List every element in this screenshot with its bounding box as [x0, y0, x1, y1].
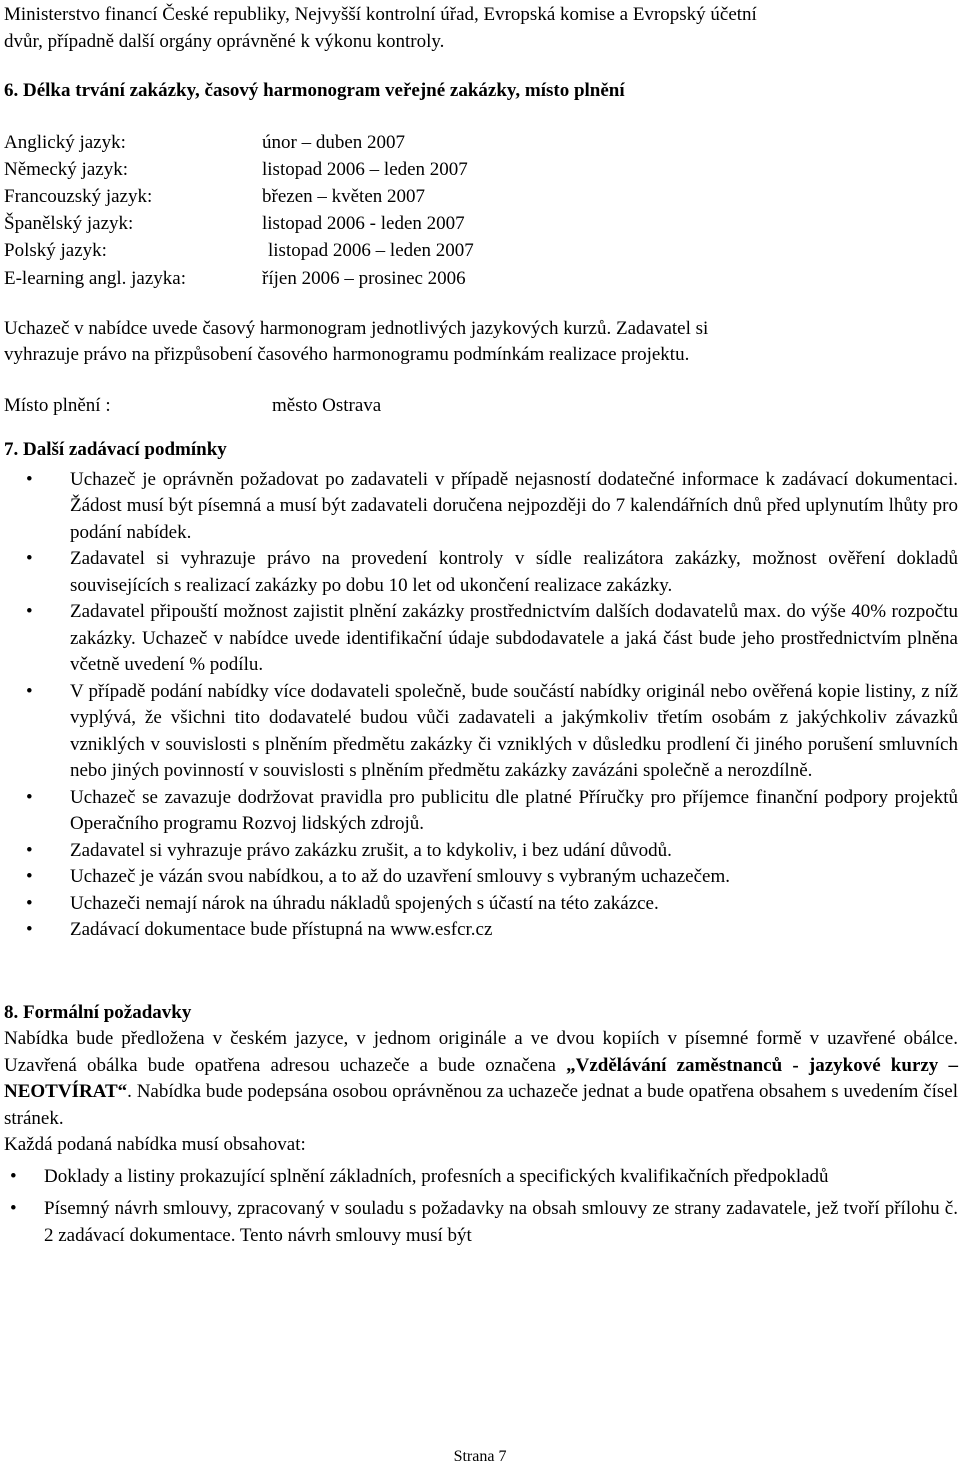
schedule-table [4, 129, 958, 292]
place-of-performance [4, 393, 958, 420]
section-7-title: Další zadávací podmínky [23, 439, 227, 461]
place-value: město Ostrava [272, 394, 382, 416]
page-number: Strana 7 [453, 1448, 507, 1465]
section-6-heading [4, 78, 958, 105]
list-item: • Zadavatel si vyhrazuje právo na provedení kontroly v sídle realizátora zakázky, možnost ověření dokladů souvisejících s realizací zakázky po dobu 10 let od ukončení realizace zakázky. [4, 546, 958, 599]
list-item: • Uchazeč je oprávněn požadovat po zadavateli v případě nejasností dodatečné informace k zadávací dokumentaci. Žádost musí být písemná a musí být zadavateli doručena nejpozději do 7 kalendářních dnů před uplynutím lhůty pro podání nabídek. [4, 467, 958, 547]
schedule-note-line-1: Uchazeč v nabídce uvede časový harmonogram jednotlivých jazykových kurzů. Zadavatel si [4, 317, 709, 339]
schedule-note-line-2: vyhrazuje právo na přizpůsobení časového harmonogramu podmínkám realizace projektu. [4, 344, 690, 366]
schedule-value: březen – květen 2007 [262, 185, 426, 207]
schedule-value: únor – duben 2007 [262, 131, 406, 153]
intro-line-1: Ministerstvo financí České republiky, Nejvyšší kontrolní úřad, Evropská komise a Evropský účetní [4, 4, 757, 25]
document-page [4, 0, 958, 1249]
list-item: • Uchazeč je vázán svou nabídkou, a to až do uzavření smlouvy s vybraným uchazečem. [4, 864, 958, 891]
list-item: • Uchazeč se zavazuje dodržovat pravidla pro publicitu dle platné Příručky pro příjemce finanční podpory projektů Operačního programu Rozvoj lidských zdrojů. [4, 785, 958, 838]
section-8-paragraph [4, 1026, 958, 1132]
section-6-number: 6. [4, 80, 19, 101]
list-item: • Písemný návrh smlouvy, zpracovaný v souladu s požadavky na obsah smlouvy ze strany zadavatele, jež tvoří přílohu č. 2 zadávací dokumentace. Tento návrh smlouvy musí být [4, 1196, 958, 1249]
section-8-title: Formální požadavky [23, 1001, 192, 1023]
page-footer [0, 1448, 960, 1466]
schedule-value: listopad 2006 – leden 2007 [262, 158, 468, 180]
schedule-label: Polský jazyk: [4, 240, 107, 262]
intro-line-2: dvůr, případně další orgány oprávněné k výkonu kontroly. [4, 30, 445, 52]
envelope-label: „Vzdělávání zaměstnanců - jazykové kurzy – NEOTVÍRAT“ [4, 1054, 958, 1103]
schedule-label: Anglický jazyk: [4, 131, 126, 153]
list-item: • Zadavatel si vyhrazuje právo zakázku zrušit, a to kdykoliv, i bez udání důvodů. [4, 838, 958, 865]
list-item: • Zadávací dokumentace bude přístupná na www.esfcr.cz [4, 917, 958, 944]
must-contain-intro: Každá podaná nabídka musí obsahovat: [4, 1134, 306, 1156]
list-item: • Zadavatel připouští možnost zajistit plnění zakázky prostřednictvím dalších dodavatelů max. do výše 40% rozpočtu zakázky. Uchazeč v nabídce uvede identifikační údaje subdodavatele a jaká část bude jeho prostřednictvím plněna včetně uvedení % podílu. [4, 599, 958, 679]
schedule-label: Španělský jazyk: [4, 213, 134, 235]
section-7-heading [4, 437, 958, 464]
place-label: Místo plnění : [4, 394, 111, 416]
section-7-number: 7. [4, 439, 19, 461]
schedule-label: Německý jazyk: [4, 158, 128, 180]
list-item: • Uchazeči nemají nárok na úhradu nákladů spojených s účastí na této zakázce. [4, 891, 958, 918]
list-item: • Doklady a listiny prokazující splnění základních, profesních a specifických kvalifikačních předpokladů [4, 1164, 958, 1191]
section-8-number: 8. [4, 1001, 19, 1023]
section-8-heading [4, 1000, 958, 1027]
section-8-text-part-1: Nabídka bude předložena v českém jazyce, v jednom originále a ve dvou kopiích v písemné formě v uzavřené obálce. Uzavřená obálka bude opatřena adresou uchazeče a bude označena [4, 1028, 958, 1076]
section-6-title: Délka trvání zakázky, časový harmonogram veřejné zakázky, místo plnění [23, 80, 625, 101]
schedule-label: Francouzský jazyk: [4, 185, 153, 207]
schedule-value: listopad 2006 - leden 2007 [262, 213, 465, 235]
schedule-label: E-learning angl. jazyka: [4, 267, 187, 289]
schedule-value: listopad 2006 – leden 2007 [268, 240, 474, 262]
schedule-value: říjen 2006 – prosinec 2006 [262, 267, 466, 289]
list-item: • V případě podání nabídky více dodavateli společně, bude součástí nabídky originál nebo ověřená kopie listiny, z níž vyplývá, že všichni tito dodavatelé budou vůči zadavateli a jakýmkoliv třetím osobám z jakýchkoliv závazků vzniklých v souvislosti s plněním předmětu zakázky či vzniklých v důsledku prodlení či jiného porušení smluvních nebo jiných povinností v souvislosti s plněním předmětu zakázky zavázáni společně a nerozdílně. [4, 679, 958, 785]
section-8-list [4, 1164, 958, 1250]
section-7-list [4, 467, 958, 944]
section-8-text-part-2: . Nabídka bude podepsána osobou oprávněnou za uchazeče jednat a bude opatřena obsahem s uvedením čísel stránek. [4, 1081, 958, 1129]
